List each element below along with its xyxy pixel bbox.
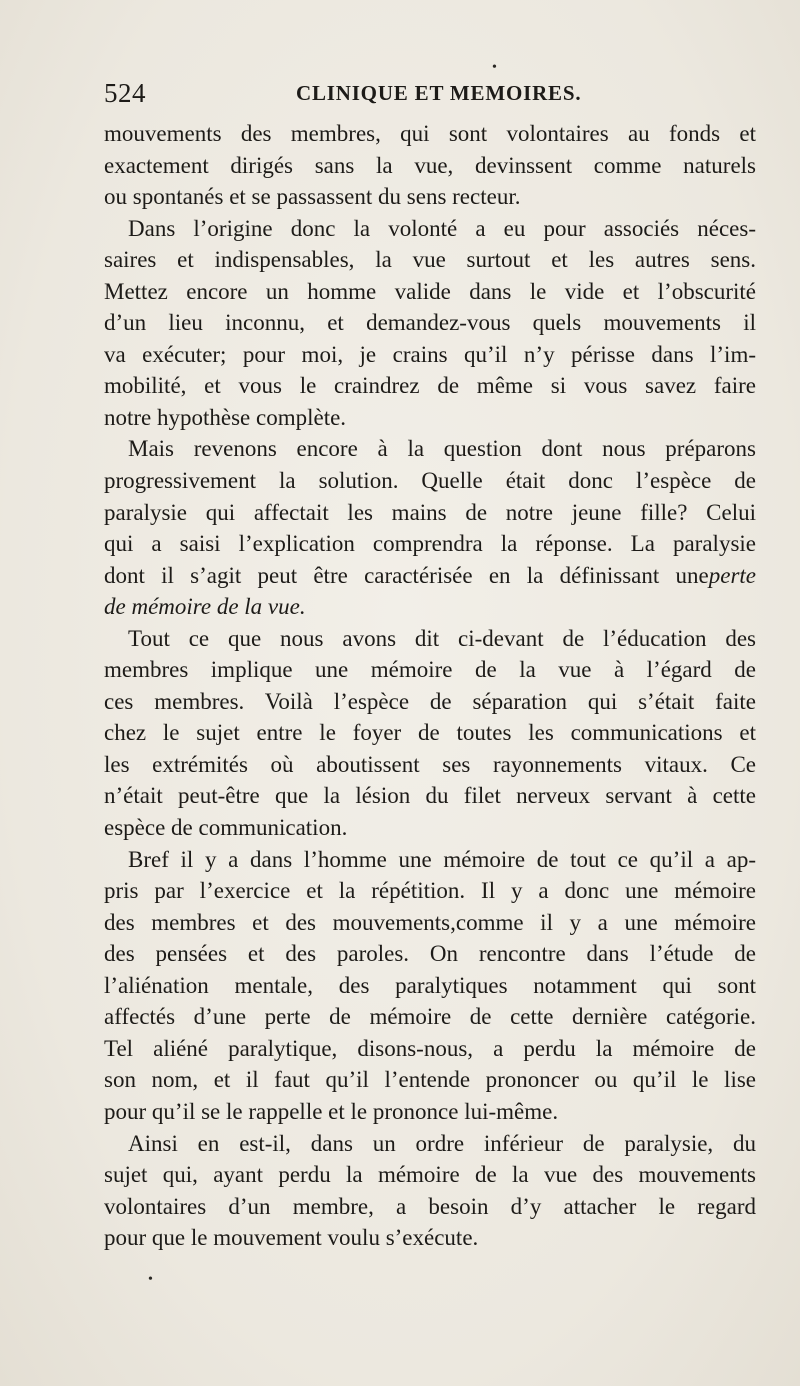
- text-line: affectés d’une perte de mémoire de cette dernière catégorie.: [104, 1004, 756, 1030]
- text-line: exactement dirigés sans la vue, devinssent comme naturels: [104, 152, 756, 178]
- text-line: paralysie qui affectait les mains de notre jeune fille? Celui: [104, 499, 756, 525]
- text-line: qui a saisi l’explication comprendra la réponse. La paralysie: [104, 531, 756, 557]
- text-line: n’était peut-être que la lésion du filet nerveux servant à cette: [104, 783, 756, 809]
- running-title: CLINIQUE ET MEMOIRES.: [296, 81, 582, 105]
- italic-phrase: perte: [708, 562, 756, 588]
- text-line: mobilité, et vous le craindrez de même si vous savez faire: [104, 373, 756, 399]
- text-line: l’aliénation mentale, des paralytiques notamment qui sont: [104, 972, 756, 998]
- text-line: pour que le mouvement voulu s’exécute.: [104, 1225, 479, 1251]
- footer-mark: •: [148, 1272, 153, 1287]
- text-line: dont il s’agit peut être caractérisée en la définissant uneperte: [104, 562, 756, 588]
- text-line: Mettez encore un homme valide dans le vide et l’obscurité: [104, 278, 756, 304]
- text-line: Tel aliéné paralytique, disons-nous, a perdu la mémoire de: [104, 1035, 756, 1061]
- text-line: ces membres. Voilà l’espèce de séparation qui s’était faite: [104, 688, 756, 714]
- paragraph-start-line: Dans l’origine donc la volonté a eu pour associés néces-: [128, 215, 756, 241]
- text-line: d’un lieu inconnu, et demandez-vous quels mouvements il: [104, 310, 756, 336]
- text-line: notre hypothèse complète.: [104, 404, 347, 430]
- text-line: les extrémités où aboutissent ses rayonnements vitaux. Ce: [104, 751, 756, 777]
- paragraph-start-line: Bref il y a dans l’homme une mémoire de tout ce qu’il a ap-: [128, 846, 756, 872]
- page-number: 524: [104, 78, 146, 108]
- page-marker: •: [492, 60, 497, 75]
- text-line: volontaires d’un membre, a besoin d’y attacher le regard: [104, 1193, 756, 1219]
- text-line: des membres et des mouvements,comme il y a une mémoire: [104, 909, 756, 935]
- text-line: pour qu’il se le rappelle et le prononce lui-même.: [104, 1098, 559, 1124]
- text-line: chez le sujet entre le foyer de toutes les communications et: [104, 720, 756, 746]
- text-line: espèce de communication.: [104, 815, 348, 841]
- text-line: saires et indispensables, la vue surtout et les autres sens.: [104, 247, 756, 273]
- running-head: [104, 78, 764, 114]
- paragraph-start-line: Ainsi en est-il, dans un ordre inférieur de paralysie, du: [128, 1130, 756, 1156]
- text-line: des pensées et des paroles. On rencontre dans l’étude de: [104, 941, 756, 967]
- text-line: [104, 591, 756, 623]
- text-line: sujet qui, ayant perdu la mémoire de la vue des mouvements: [104, 1162, 756, 1188]
- text-line: membres implique une mémoire de la vue à l’égard de: [104, 657, 756, 683]
- paragraph-start-line: Mais revenons encore à la question dont nous préparons: [128, 436, 756, 462]
- text-line: ou spontanés et se passassent du sens recteur.: [104, 184, 521, 210]
- text-line: progressivement la solution. Quelle était donc l’espèce de: [104, 468, 756, 494]
- text-line: va exécuter; pour moi, je crains qu’il n’y périsse dans l’im-: [104, 341, 756, 367]
- paragraph-start-line: Tout ce que nous avons dit ci-devant de l’éducation des: [128, 625, 756, 651]
- italic-phrase: de mémoire de la vue.: [104, 594, 306, 620]
- text-line: mouvements des membres, qui sont volontaires au fonds et: [104, 121, 756, 146]
- body-text: [104, 118, 756, 1254]
- text-line: son nom, et il faut qu’il l’entende prononcer ou qu’il le lise: [104, 1067, 756, 1093]
- text-line: pris par l’exercice et la répétition. Il y a donc une mémoire: [104, 878, 756, 904]
